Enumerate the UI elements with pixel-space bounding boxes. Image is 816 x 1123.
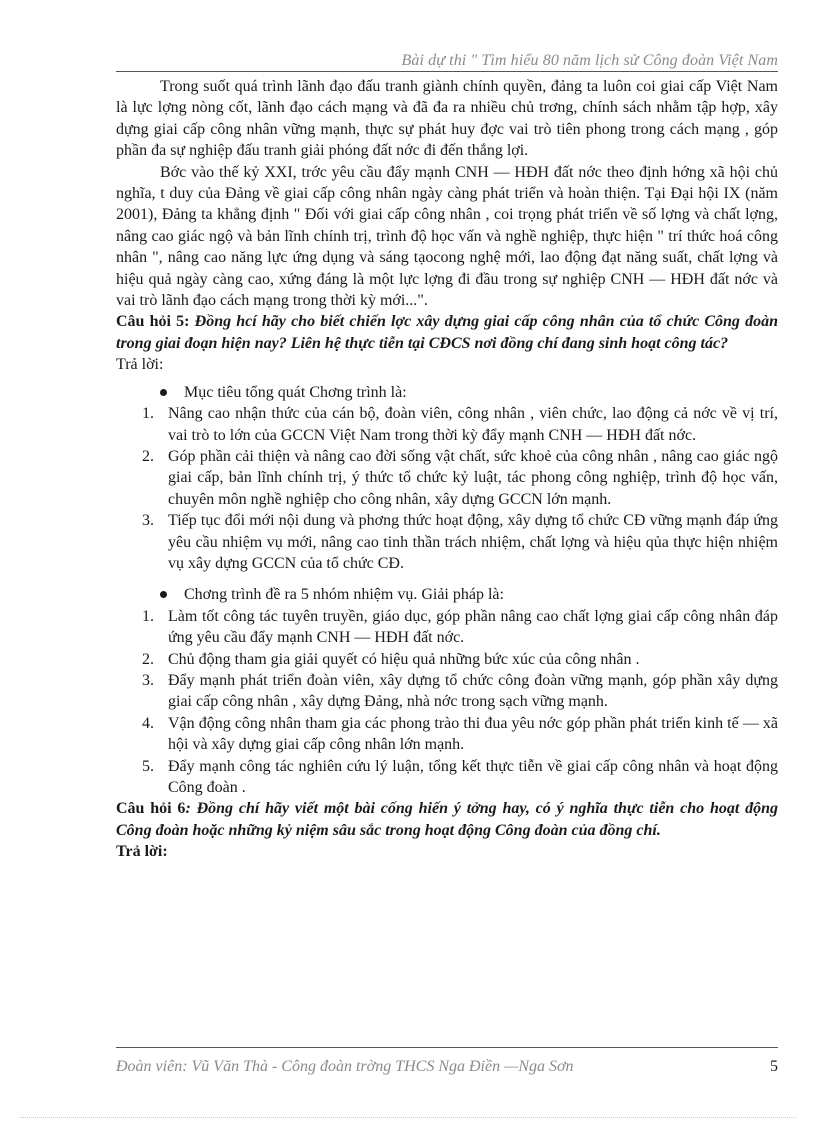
question-6-text: : Đồng chí hãy viết một bài cống hiến ý tởng hay, có ý nghĩa thực tiễn cho hoạt động Công đoàn hoặc những kỷ niệm sâu sắc trong hoạt động Công đoàn của đồng chí. bbox=[116, 800, 779, 839]
list-text: Làm tốt công tác tuyên truyền, giáo dục, góp phần nâng cao chất lợng giai cấp công nhân đáp ứng yêu cầu đẩy mạnh CNH — HĐH đất nớc. bbox=[168, 607, 778, 647]
list-number: 1. bbox=[142, 607, 154, 625]
list-text: Tiếp tục đổi mới nội dung và phơng thức hoạt động, xây dựng tổ chức CĐ vững mạnh đáp ứng yêu cầu nhiệm vụ mới, nâng cao tinh thần trách nhiệm, chất lợng và hiệu qủa thực hiện nhiệm vụ xây dựng GCCN của tổ chức CĐ. bbox=[168, 512, 778, 572]
list-item bbox=[116, 403, 778, 446]
answer-6-label: Trả lời: bbox=[116, 843, 168, 861]
bullet-item-goal bbox=[116, 382, 778, 403]
list-item bbox=[116, 446, 778, 510]
list-number: 2. bbox=[142, 650, 154, 668]
bullet-text: Mục tiêu tổng quát Chơng trình là: bbox=[184, 383, 407, 401]
list-item bbox=[116, 713, 778, 756]
question-5-text: Đồng hcí hãy cho biết chiến lợc xây dựng giai cấp công nhân của tổ chức Công đoàn trong giai đoạn hiện nay? Liên hệ thực tiễn tại CĐCS nơi đồng chí đang sinh hoạt công tác? bbox=[116, 313, 779, 352]
list-item bbox=[116, 670, 778, 713]
list-number: 5. bbox=[142, 757, 154, 775]
list-item bbox=[116, 649, 778, 670]
page-number: 5 bbox=[770, 1058, 778, 1075]
header-rule bbox=[116, 71, 778, 72]
list-number: 4. bbox=[142, 714, 154, 732]
answer-5-label: Trả lời: bbox=[116, 356, 164, 374]
list-number: 1. bbox=[142, 405, 154, 423]
question-5-label: Câu hỏi 5: bbox=[116, 313, 195, 331]
list-number: 3. bbox=[142, 512, 154, 530]
list-number: 2. bbox=[142, 447, 154, 465]
list-text: Đẩy mạnh công tác nghiên cứu lý luận, tổng kết thực tiễn về giai cấp công nhân và hoạt động Công đoàn . bbox=[168, 757, 778, 796]
list-item bbox=[116, 606, 778, 649]
bullet-item-tasks bbox=[116, 584, 778, 605]
list-text: Đẩy mạnh phát triển đoàn viên, xây dựng tổ chức công đoàn vững mạnh, góp phần xây dựng giai cấp công nhân , xây dựng Đảng, nhà nớc trong sạch vững mạnh. bbox=[168, 671, 778, 711]
bullet-text: Chơng trình đề ra 5 nhóm nhiệm vụ. Giải pháp là: bbox=[184, 586, 504, 604]
list-number: 3. bbox=[142, 671, 154, 689]
list-item bbox=[116, 756, 778, 799]
document-body bbox=[116, 76, 778, 863]
list-text: Góp phần cải thiện và nâng cao đời sống vật chất, sức khoẻ của công nhân , nâng cao giác ngộ giai cấp, bản lĩnh chính trị, ý thức tổ chức kỷ luật, tác phong công nghiệp, trình độ học vấn, chuyên môn nghề nghiệp cho công nhân, xây dựng GCCN lớn mạnh. bbox=[168, 447, 778, 508]
list-text: Nâng cao nhận thức của cán bộ, đoàn viên, công nhân , viên chức, lao động cả nớc về vị trí, vai trò to lớn của GCCN Việt Nam trong thời kỳ đẩy mạnh CNH — HĐH đất nớc. bbox=[168, 405, 778, 444]
page-bottom-border bbox=[20, 1117, 796, 1118]
goal-list bbox=[116, 403, 778, 574]
question-6-label: Câu hỏi 6 bbox=[116, 800, 186, 818]
question-5 bbox=[116, 311, 778, 354]
page-footer: Đoàn viên: Vũ Văn Thà - Công đoàn trờng THCS Nga Điền —Nga Sơn bbox=[116, 1058, 574, 1075]
list-text: Chủ động tham gia giải quyết có hiệu quả những bức xúc của công nhân . bbox=[168, 650, 640, 668]
paragraph-2: Bớc vào thế kỷ XXI, trớc yêu cầu đẩy mạnh CNH — HĐH đất nớc theo định hớng xã hội chủ nghĩa, t duy của Đảng về giai cấp công nhân ngày càng phát triển và hoàn thiện. Tại Đại hội IX (năm 2001), Đảng ta khẳng định " Đối với giai cấp công nhân , coi trọng phát triển về số lợng và chất lợng, nâng cao giác ngộ và bản lĩnh chính trị, trình độ học vấn và nghề nghiệp, thực hiện " trí thức hoá công nhân ", nâng cao năng lực ứng dụng và sáng tạocong nghệ mới, lao động đạt năng suất, chất lợng và hiệu quả ngày càng cao, xứng đáng là một lực lợng đi đầu trong sự nghiệp CNH — HĐH đất nớc và vai trò lãnh đạo cách mạng trong thời kỳ mới...". bbox=[116, 163, 778, 310]
list-item bbox=[116, 510, 778, 574]
task-list bbox=[116, 606, 778, 799]
paragraph-1: Trong suốt quá trình lãnh đạo đấu tranh giành chính quyền, đảng ta luôn coi giai cấp Việt Nam là lực lợng nòng cốt, lãnh đạo cách mạng và đã đa ra nhiều chủ trơng, chính sách nhằm tập hợp, xây dựng giai cấp công nhân vững mạnh, thực sự phát huy đợc vai trò tiên phong trong cách mạng , góp phần đa sự nghiệp đấu tranh giải phóng đất nớc đi đến thắng lợi. bbox=[116, 78, 778, 160]
list-text: Vận động công nhân tham gia các phong trào thi đua yêu nớc góp phần phát triển kinh tế — xã hội và xây dựng giai cấp công nhân lớn mạnh. bbox=[168, 714, 778, 754]
question-6 bbox=[116, 798, 778, 841]
footer-rule bbox=[116, 1047, 778, 1048]
page-header: Bài dự thi " Tìm hiểu 80 năm lịch sử Công đoàn Việt Nam bbox=[401, 52, 778, 69]
